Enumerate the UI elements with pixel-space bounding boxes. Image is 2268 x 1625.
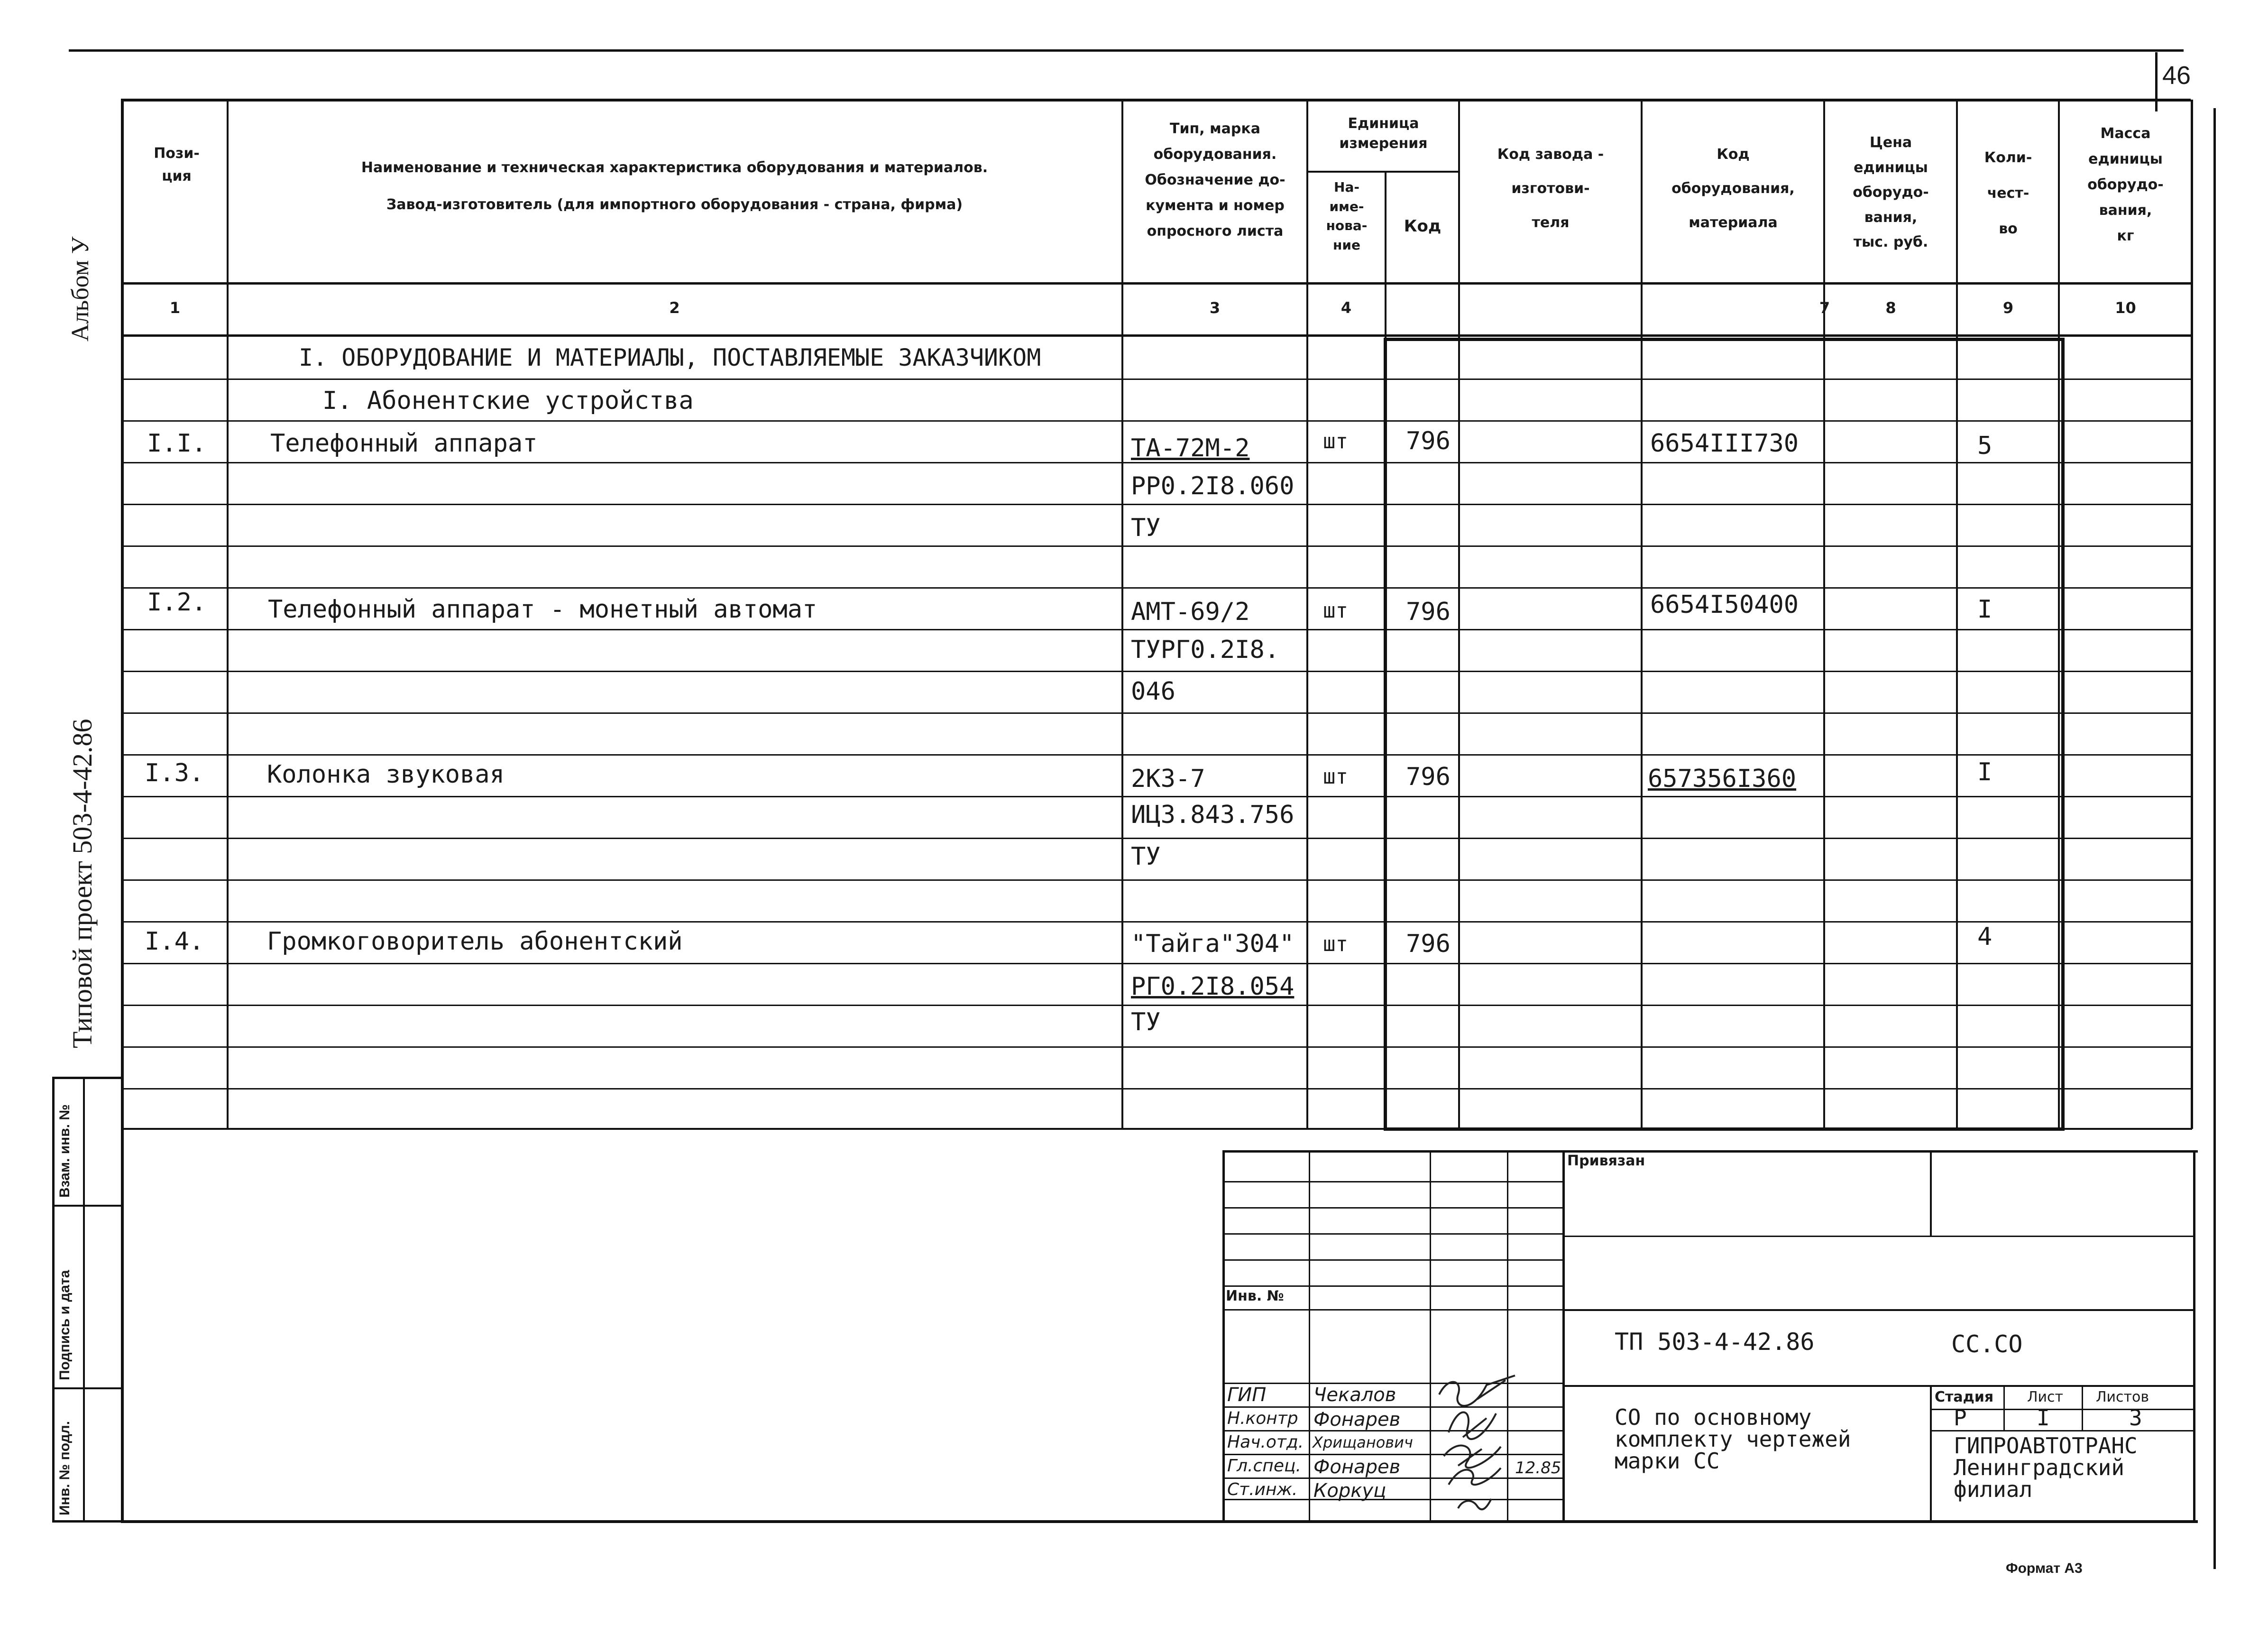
stamp-inv: Инв. № подл. [57,1421,73,1515]
role-gip: ГИП [1227,1384,1267,1406]
name-chekalov: Чекалов [1313,1384,1396,1406]
item-code: 796 [1406,763,1451,791]
item-type-3: 046 [1131,677,1175,706]
org-name: ГИПРОАВТОТРАНС Ленинградский филиал [1954,1433,2138,1502]
stamp-top [52,1077,121,1079]
colnum-3: 3 [1209,299,1221,317]
sheet-value: I [2037,1405,2050,1431]
item-type-2: ИЦЗ.843.756 [1131,801,1295,829]
role-stinzh: Ст.инж. [1227,1480,1298,1499]
hdr-type: Тип, марка оборудования. Обозначение до- кумента и номер опросного листа [1145,120,1286,240]
sheets-value: 3 [2129,1405,2142,1431]
stamp-div-1 [52,1205,121,1207]
hdr-unit-name: На- име- нова- ние [1326,179,1368,253]
item-equip: 657356I360 [1648,765,1797,793]
project-label: Типовой проект 503-4-42.86 [67,719,98,1048]
item-qty: 5 [1977,432,1993,460]
name-fonarev-2: Фонарев [1313,1456,1401,1478]
hdr-pos: Пози- ция [154,145,200,185]
stage-value: Р [1954,1405,1967,1431]
item-type-2: ТУРГ0.2I8. [1131,636,1280,664]
colnum-9: 9 [2002,299,2014,317]
item-type-3: ТУ [1131,842,1161,871]
stamp-vzam: Взам. инв. № [57,1104,73,1198]
item-unit: шт [1323,765,1348,789]
name-korkuts: Коркуц [1313,1480,1387,1502]
unit-subheader-line [1306,171,1458,173]
table-bottom [121,1520,2198,1523]
item-type-3: ТУ [1131,1008,1161,1036]
page-number-box-left [2155,52,2158,111]
right-border [2213,108,2216,1569]
item-qty: 4 [1977,923,1993,951]
item-equip: 6654III730 [1650,429,1799,458]
col-line-type [1306,100,1308,1129]
album-label: Альбом У [67,236,94,342]
item-type-1: 2КЗ-7 [1131,765,1205,793]
stamp-left [52,1077,55,1523]
item-pos: I.2. [147,588,207,617]
name-hrischanovich: Хрищанович [1313,1433,1413,1451]
stamp-podpis: Подпись и дата [57,1270,73,1380]
hdr-qty: Коли- чест- во [1984,149,2032,237]
item-type-2: РР0.2I8.060 [1131,472,1295,500]
section-subtitle: I. Абонентские устройства [322,387,694,415]
colnum-1: 1 [169,299,181,317]
item-pos: I.4. [145,927,204,956]
stamp-div-2 [52,1387,121,1389]
colnum-bottom [122,334,2192,337]
hdr-unit: Единица измерения [1339,115,1428,152]
stamp-bottom [52,1520,121,1523]
colnum-7: 7 [1819,299,1830,317]
table-top [123,99,2191,102]
privyazan-label: Привязан [1567,1153,1645,1169]
item-unit: шт [1323,599,1348,623]
name-fonarev: Фонарев [1313,1409,1401,1431]
item-pos: I.3. [145,759,204,787]
doc-description: СО по основному комплекту чертежей марки СС [1615,1404,1851,1474]
item-code: 796 [1406,427,1451,455]
hdr-mass: Масса единицы оборудо- вания, кг [2087,125,2164,244]
sheet-label: Лист [2027,1389,2064,1405]
format-label: Формат А3 [2006,1560,2083,1576]
col-line-mass [2191,100,2193,1129]
item-type-1: ТА-72М-2 [1131,434,1250,462]
item-code: 796 [1406,930,1451,958]
hdr-unit-code: Код [1404,217,1442,236]
role-glspec: Гл.спец. [1227,1456,1301,1476]
stage-label: Стадия [1935,1389,1994,1405]
item-type-3: ТУ [1131,514,1161,542]
stamp-mid [83,1077,85,1523]
signatures-graphic [1430,1366,1553,1518]
colnum-10: 10 [2115,299,2136,317]
item-unit: шт [1323,932,1348,956]
item-unit: шт [1323,429,1348,453]
section-title: I. ОБОРУДОВАНИЕ И МАТЕРИАЛЫ, ПОСТАВЛЯЕМЫЕ ЗАКАЗЧИКОМ [299,344,1041,371]
item-name: Телефонный аппарат - монетный автомат [268,595,817,624]
colnum-4: 4 [1341,299,1352,317]
colnum-2: 2 [669,299,680,317]
item-type-1: АМТ-69/2 [1131,598,1250,626]
item-qty: I [1977,595,1993,624]
item-type-1: "Тайга"304" [1131,930,1295,958]
sheets-label: Листов [2096,1389,2149,1405]
page-number: 46 [2162,61,2191,90]
hdr-equip: Код оборудования, материала [1671,146,1795,231]
item-code: 796 [1406,598,1451,626]
doc-code: ТП 503-4-42.86 [1615,1328,1815,1356]
inv-no-label: Инв. № [1226,1288,1284,1304]
role-nkontr: Н.контр [1227,1409,1298,1428]
doc-mark: СС.СО [1951,1330,2023,1358]
item-pos: I.I. [147,429,207,458]
item-name: Телефонный аппарат [270,429,538,458]
item-equip: 6654I50400 [1650,591,1799,619]
hdr-price: Цена единицы оборудо- вания, тыс. руб. [1853,134,1929,250]
item-name: Колонка звуковая [267,760,505,789]
header-bottom [122,282,2192,285]
sign-date: 12.85 [1515,1459,1561,1477]
top-rule [69,49,2184,52]
item-qty: I [1977,758,1993,786]
col-line-pos [227,100,229,1129]
colnum-8: 8 [1885,299,1896,317]
item-name: Громкоговоритель абонентский [267,927,683,956]
item-type-2: РГ0.2I8.054 [1131,972,1295,1001]
col-line-name [1121,100,1123,1129]
role-nachotd: Нач.отд. [1227,1432,1304,1452]
hdr-name: Наименование и техническая характеристика оборудования и материалов. Завод-изготовитель (для импортного оборудования - страна, фирма) [361,159,988,213]
hdr-maker: Код завода - изготови- теля [1497,146,1604,231]
